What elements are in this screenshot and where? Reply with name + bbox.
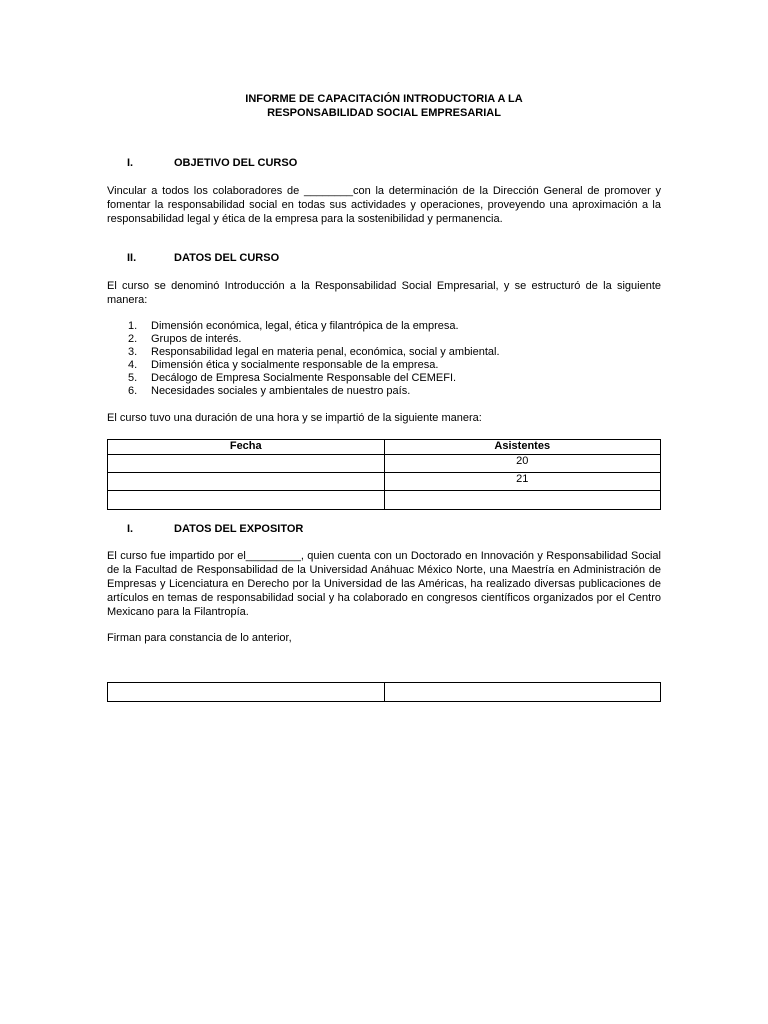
table-cell[interactable]: 20 — [384, 455, 661, 473]
course-topics-list — [107, 320, 661, 398]
table-row — [108, 455, 661, 473]
title-line-2: RESPONSABILIDAD SOCIAL EMPRESARIAL — [267, 107, 501, 119]
title-line-1: INFORME DE CAPACITACIÓN INTRODUCTORIA A LA — [245, 93, 523, 105]
section-number: I. — [127, 157, 134, 169]
list-item: 2. Grupos de interés. — [128, 333, 242, 345]
table-header-row — [108, 440, 661, 455]
table-row — [108, 683, 661, 702]
datos-curso-intro: El curso se denominó Introducción a la Responsabilidad Social Empresarial, y se estructuró de la siguiente manera: — [107, 280, 661, 306]
list-item: 5. Decálogo de Empresa Socialmente Responsable del CEMEFI. — [128, 372, 457, 384]
list-item: 3. Responsabilidad legal en materia penal, económica, social y ambiental. — [128, 346, 500, 358]
signature-cell[interactable] — [108, 683, 385, 702]
column-header-fecha: Fecha — [108, 440, 385, 455]
attendance-table — [107, 439, 661, 510]
column-header-asistentes: Asistentes — [384, 440, 661, 455]
signature-table — [107, 682, 661, 702]
list-item: 1. Dimensión económica, legal, ética y filantrópica de la empresa. — [128, 320, 459, 332]
signature-cell[interactable] — [384, 683, 661, 702]
table-cell[interactable] — [108, 491, 385, 510]
table-row — [108, 491, 661, 510]
table-cell[interactable]: 21 — [384, 473, 661, 491]
section-title: DATOS DEL EXPOSITOR — [174, 523, 304, 535]
duration-paragraph: El curso tuvo una duración de una hora y se impartió de la siguiente manera: — [107, 412, 482, 424]
list-item: 6. Necesidades sociales y ambientales de nuestro país. — [128, 385, 411, 397]
table-cell[interactable] — [108, 473, 385, 491]
table-cell[interactable] — [384, 491, 661, 510]
section-title: DATOS DEL CURSO — [174, 252, 280, 264]
list-item: 4. Dimensión ética y socialmente responsable de la empresa. — [128, 359, 439, 371]
table-cell[interactable] — [108, 455, 385, 473]
table-row — [108, 473, 661, 491]
section-number: I. — [127, 523, 134, 535]
objetivo-paragraph: Vincular a todos los colaboradores de ________con la determinación de la Dirección General de promover y fomentar la responsabilidad social en todas sus actividades y operaciones, proveyendo una aproximación a la responsabilidad legal y ética de la empresa para la sostenibilidad y permanencia. — [107, 185, 661, 225]
section-title: OBJETIVO DEL CURSO — [174, 157, 298, 169]
expositor-paragraph: El curso fue impartido por el_________, quien cuenta con un Doctorado en Innovación y Responsabilidad Social de la Facultad de Responsabilidad de la Universidad Anáhuac México Norte, una Maestría en Administración de Empresas y Licenciatura en Derecho por la Universidad de las Américas, ha realizado diversas publicaciones de artículos en temas de responsabilidad social y ha colaborado en congresos científicos organizados por el Centro Mexicano para la Filantropía. — [107, 550, 661, 618]
document-title — [107, 92, 661, 120]
closing-paragraph: Firman para constancia de lo anterior, — [107, 632, 292, 644]
section-number: II. — [127, 252, 137, 264]
